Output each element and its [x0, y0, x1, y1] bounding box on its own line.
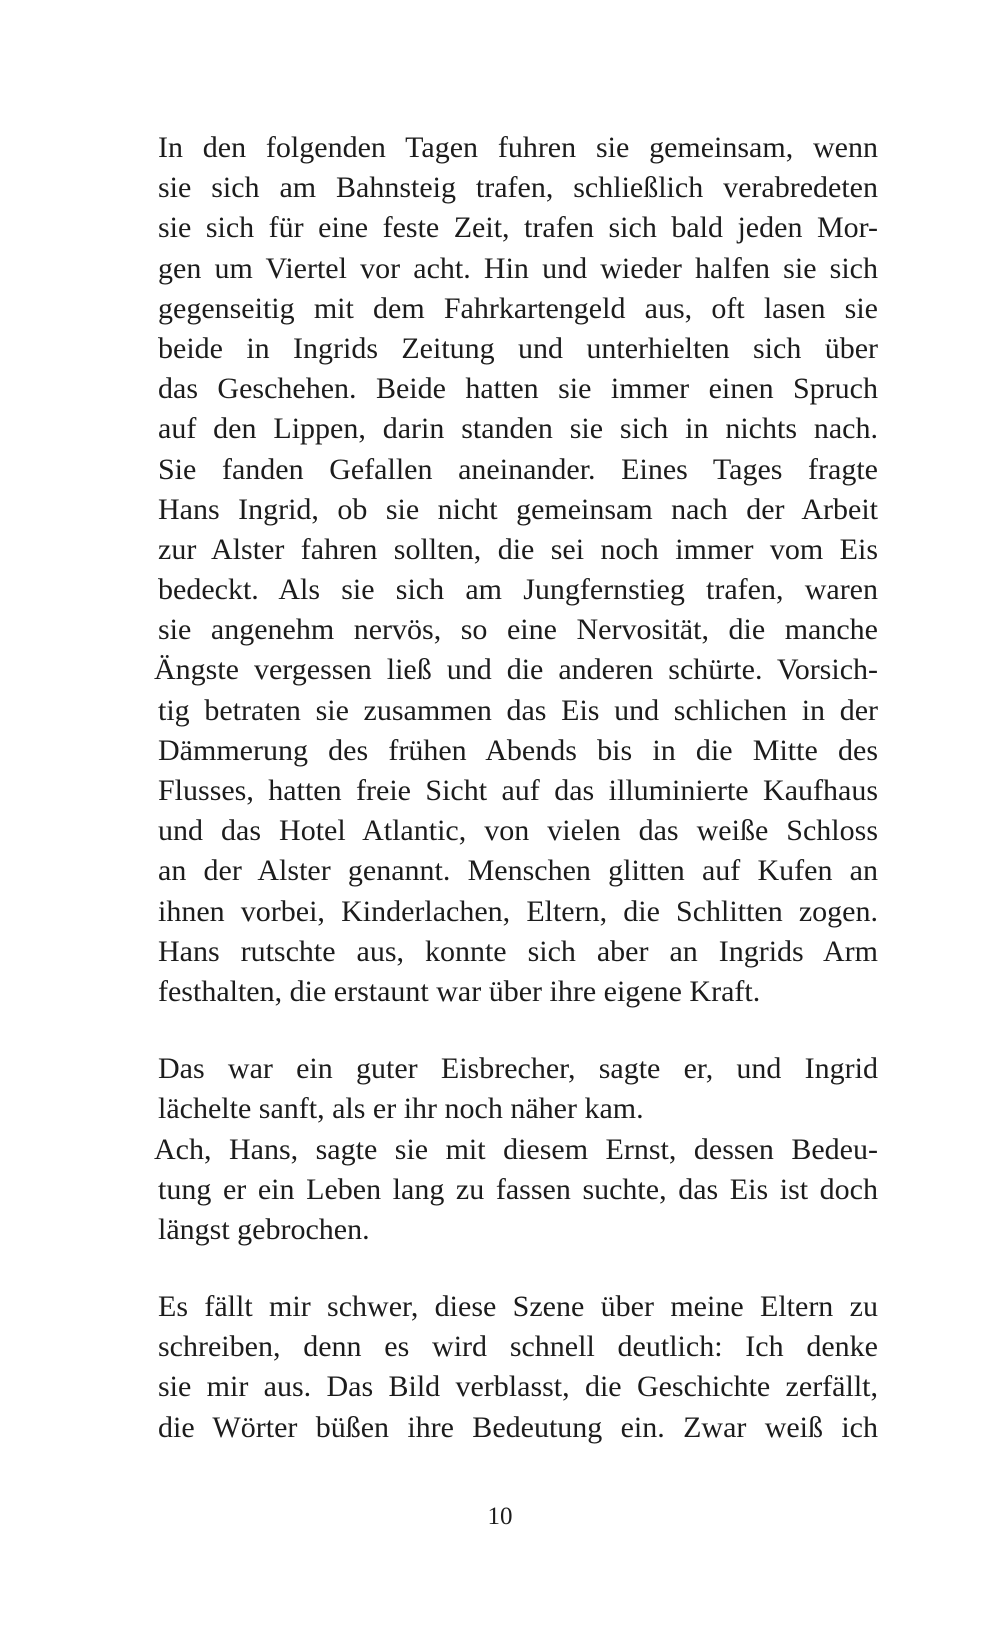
text-line: die Wörter büßen ihre Bedeutung ein. Zwar weiß ich — [158, 1410, 878, 1444]
text-line: das Geschehen. Beide hatten sie immer einen Spruch — [158, 372, 878, 406]
paragraph — [154, 128, 878, 1012]
text-line: Dämmerung des frühen Abends bis in die Mitte des — [158, 733, 878, 767]
text-line: zur Alster fahren sollten, die sei noch immer vom Eis — [158, 532, 878, 566]
text-line: Hans Ingrid, ob sie nicht gemeinsam nach der Arbeit — [158, 492, 878, 526]
text-line: und das Hotel Atlantic, von vielen das weiße Schloss — [158, 814, 878, 848]
paragraph — [154, 1130, 878, 1251]
paragraph — [158, 1049, 878, 1129]
text-line: Flusses, hatten freie Sicht auf das illuminierte Kaufhaus — [158, 774, 878, 807]
text-line: Sie fanden Gefallen aneinander. Eines Tages fragte — [158, 452, 878, 486]
paragraph-spacer — [158, 1012, 878, 1049]
text-line: Ach, Hans, sagte sie mit diesem Ernst, dessen Bedeu- — [154, 1132, 878, 1166]
text-line: Das war ein guter Eisbrecher, sagte er, und Ingrid — [158, 1052, 878, 1086]
text-line: sie sich am Bahnsteig trafen, schließlich verabredeten — [158, 171, 878, 205]
text-line: Hans rutschte aus, konnte sich aber an Ingrids Arm — [158, 934, 878, 968]
text-line: sie angenehm nervös, so eine Nervosität, die manche — [158, 613, 878, 647]
text-line: auf den Lippen, darin standen sie sich in nichts nach. — [158, 412, 878, 446]
text-line: beide in Ingrids Zeitung und unterhielten sich über — [158, 331, 878, 365]
text-line: sie mir aus. Das Bild verblasst, die Geschichte zerfällt, — [158, 1370, 878, 1404]
body-text — [154, 128, 878, 1448]
paragraph-spacer — [158, 1250, 878, 1287]
text-line: tig betraten sie zusammen das Eis und schlichen in der — [158, 693, 878, 727]
page-number: 10 — [487, 1503, 513, 1530]
text-line: lächelte sanft, als er ihr noch näher kam. — [158, 1092, 644, 1126]
paragraph — [158, 1287, 878, 1448]
text-line: tung er ein Leben lang zu fassen suchte, das Eis ist doch — [158, 1172, 878, 1206]
text-line: schreiben, denn es wird schnell deutlich: Ich denke — [158, 1330, 878, 1364]
text-line: gen um Viertel vor acht. Hin und wieder halfen sie sich — [158, 251, 878, 285]
text-line: gegenseitig mit dem Fahrkartengeld aus, oft lasen sie — [158, 291, 878, 325]
text-line: an der Alster genannt. Menschen glitten auf Kufen an — [158, 854, 878, 888]
text-line: längst gebrochen. — [158, 1212, 370, 1246]
text-line: Ängste vergessen ließ und die anderen schürte. Vorsich- — [154, 653, 878, 687]
text-line: ihnen vorbei, Kinderlachen, Eltern, die Schlitten zogen. — [158, 894, 878, 928]
text-line: sie sich für eine feste Zeit, trafen sich bald jeden Mor- — [158, 211, 878, 245]
text-line: bedeckt. Als sie sich am Jungfernstieg trafen, waren — [158, 573, 878, 607]
text-line: In den folgenden Tagen fuhren sie gemeinsam, wenn — [158, 131, 878, 164]
text-line: festhalten, die erstaunt war über ihre eigene Kraft. — [158, 974, 761, 1008]
text-line: Es fällt mir schwer, diese Szene über meine Eltern zu — [158, 1290, 878, 1324]
